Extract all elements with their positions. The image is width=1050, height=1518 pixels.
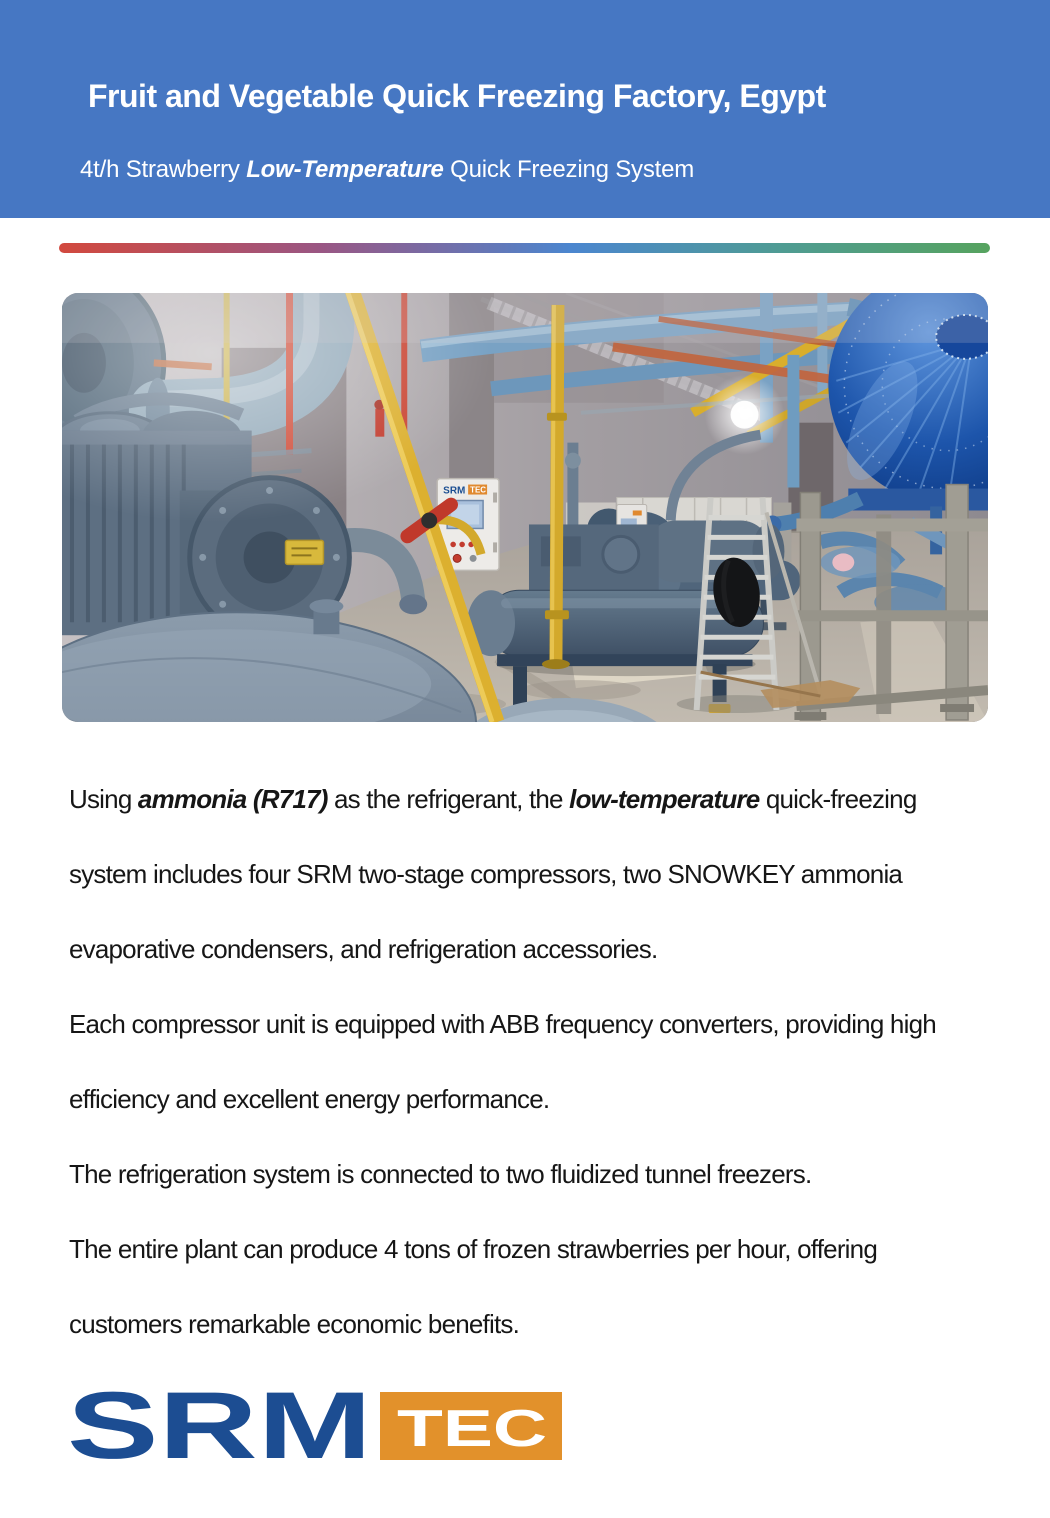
subtitle-prefix: 4t/h Strawberry: [80, 156, 247, 183]
body-emphasis: ammonia (R717): [137, 784, 328, 814]
body-line: [69, 837, 1050, 912]
body-segment: quick-freezing: [759, 784, 917, 814]
body-segment: Using: [69, 784, 138, 814]
body-text: [69, 762, 1050, 1362]
body-segment: evaporative condensers, and refrigeration accessories.: [69, 934, 658, 964]
body-line: [69, 1212, 1050, 1287]
body-segment: Each compressor unit is equipped with ABB frequency converters, providing high: [69, 1009, 936, 1039]
subtitle-suffix: Quick Freezing System: [443, 156, 695, 183]
machine-room-illustration: [62, 293, 988, 722]
body-line: [69, 1137, 1050, 1212]
factory-photo: [62, 293, 988, 722]
body-segment: customers remarkable economic benefits.: [69, 1309, 520, 1339]
body-line: [69, 987, 1050, 1062]
cabinet-brand-text: SRM: [443, 485, 466, 497]
page-title: Fruit and Vegetable Quick Freezing Factory, Egypt: [88, 78, 826, 114]
body-line: [69, 762, 1050, 837]
body-segment: The refrigeration system is connected to two fluidized tunnel freezers.: [69, 1159, 812, 1189]
gradient-divider: [59, 243, 990, 253]
logo-tec-text: TEC: [397, 1400, 547, 1458]
page-subtitle: [0, 114, 1050, 184]
body-segment: system includes four SRM two-stage compressors, two SNOWKEY ammonia: [69, 859, 903, 889]
body-segment: as the refrigerant, the: [327, 784, 570, 814]
body-line: [69, 1062, 1050, 1137]
body-segment: The entire plant can produce 4 tons of frozen strawberries per hour, offering: [69, 1234, 877, 1264]
body-emphasis: low-temperature: [569, 784, 760, 814]
cabinet-brand-suffix: TEC: [470, 485, 487, 495]
body-segment: efficiency and excellent energy performance.: [69, 1084, 550, 1114]
hero-banner: [0, 0, 1050, 218]
logo-srm-text: SRM: [67, 1390, 372, 1462]
srmtec-logo: [67, 1390, 580, 1462]
body-line: [69, 1287, 1050, 1362]
subtitle-emphasis: Low-Temperature: [246, 156, 444, 183]
body-line: [69, 912, 1050, 987]
company-logo: [67, 1390, 580, 1462]
